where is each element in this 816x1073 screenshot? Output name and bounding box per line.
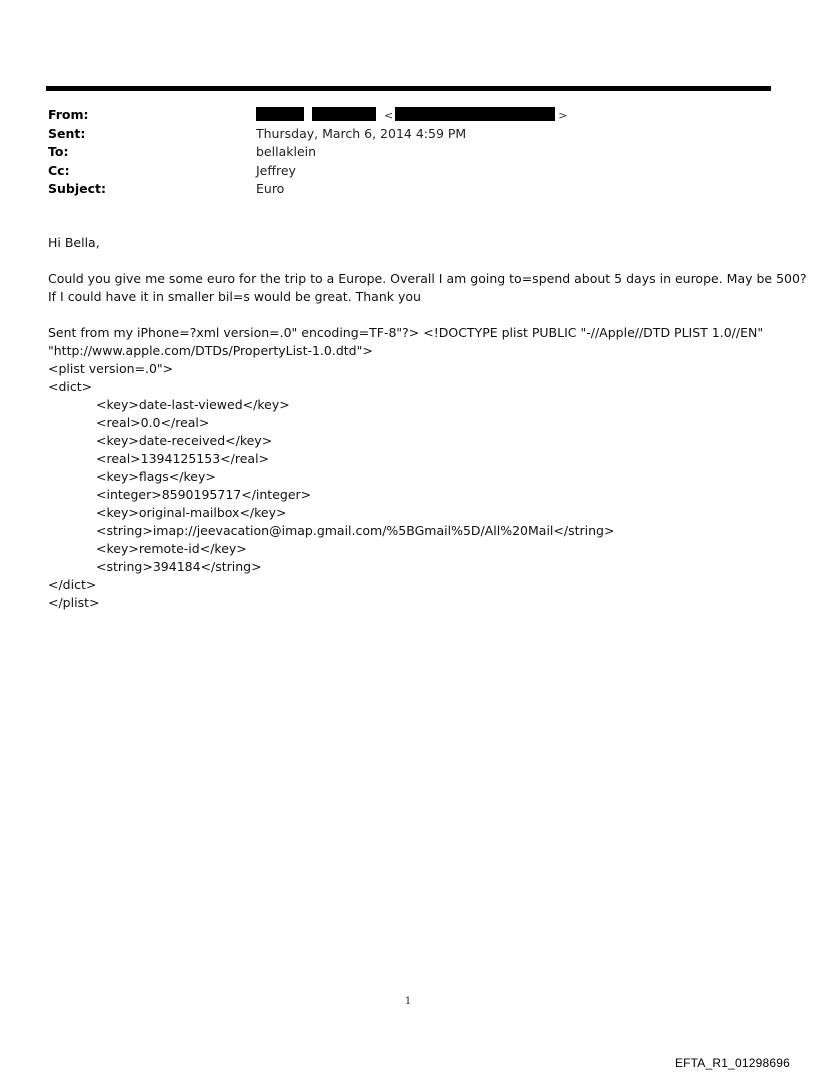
to-row: [48, 143, 768, 162]
dict-open-tag: <dict>: [48, 379, 93, 394]
page-number: 1: [404, 996, 412, 1007]
plist-open-tag: <plist version=.0">: [48, 361, 174, 376]
plist-entry-line: <key>date-last-viewed</key>: [96, 397, 290, 412]
from-label: From:: [48, 107, 89, 122]
sent-value: Thursday, March 6, 2014 4:59 PM: [256, 125, 467, 141]
dict-close-tag: </dict>: [48, 577, 97, 592]
redaction-box: [256, 107, 304, 121]
to-value: bellaklein: [256, 144, 317, 159]
email-body: [48, 234, 807, 612]
signature-line: Sent from my iPhone=?xml version=.0" encoding=TF-8"?> <!DOCTYPE plist PUBLIC "-//Apple//DTD PLIST 1.0//EN": [48, 325, 764, 340]
redaction-box: [395, 107, 555, 121]
cc-label: Cc:: [48, 162, 70, 178]
sent-label: Sent:: [48, 125, 86, 141]
body-paragraph-line: If I could have it in smaller bil=s would be great. Thank you: [48, 289, 421, 304]
plist-entry-line: <key>original-mailbox</key>: [96, 505, 287, 520]
plist-entry-line: <key>date-received</key>: [96, 433, 273, 448]
plist-entry-line: <real>1394125153</real>: [96, 451, 270, 466]
plist-close-tag: </plist>: [48, 595, 100, 610]
body-paragraph-line: Could you give me some euro for the trip to a Europe. Overall I am going to=spend about 5 days in europe. May be 500?: [48, 271, 807, 286]
cc-row: [48, 162, 768, 181]
from-value-redacted: < >: [256, 106, 567, 126]
email-header-block: [48, 106, 768, 199]
plist-entry-line: <real>0.0</real>: [96, 415, 210, 430]
plist-entry-line: <key>remote-id</key>: [96, 541, 247, 556]
plist-entry-line: <string>imap://jeevacation@imap.gmail.com/%5BGmail%5D/All%20Mail</string>: [96, 523, 615, 538]
redaction-box: [312, 107, 376, 121]
plist-entry-line: <integer>8590195717</integer>: [96, 487, 312, 502]
plist-entry-line: <string>394184</string>: [96, 559, 262, 574]
sent-row: [48, 125, 768, 144]
from-row: [48, 106, 768, 125]
signature-line: "http://www.apple.com/DTDs/PropertyList-1.0.dtd">: [48, 343, 373, 358]
subject-value: Euro: [256, 181, 285, 196]
to-label: To:: [48, 144, 69, 159]
subject-label: Subject:: [48, 181, 106, 196]
bates-number: EFTA_R1_01298696: [674, 1056, 790, 1070]
greeting: Hi Bella,: [48, 235, 100, 250]
header-divider-rule: [46, 86, 771, 91]
plist-entry-line: <key>flags</key>: [96, 469, 216, 484]
subject-row: [48, 180, 768, 199]
cc-value: Jeffrey: [256, 162, 296, 178]
